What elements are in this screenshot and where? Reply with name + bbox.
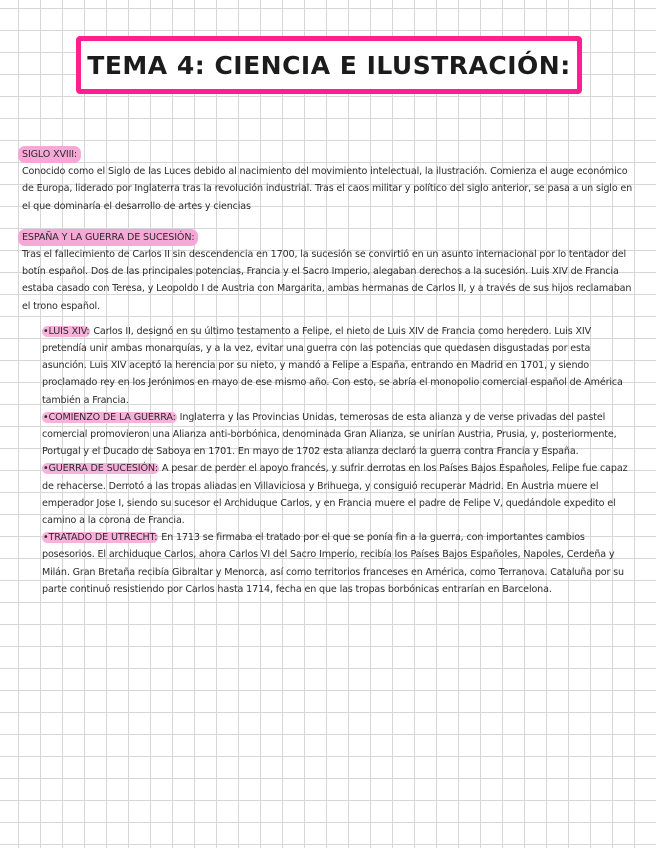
item-label: •LUIS XIV:	[43, 325, 90, 337]
paragraph: Conocido como el Siglo de las Luces debido al nacimiento del movimiento intelectual, la ilustración. Comienza el auge económico de Europa, liderado por Inglaterra tras la revolución industrial. Tras el caos militar y político del siglo anterior, se pasa a un siglo en el que dominaría el desarrollo de artes y ciencias	[22, 166, 633, 212]
section-heading: ESPAÑA Y LA GUERRA DE SUCESIÓN:	[18, 229, 198, 246]
paragraph: Tras el fallecimiento de Carlos II sin descendencia en 1700, la sucesión se convirtió en un asunto internacional por lo tentador del botín español. Dos de las principales potencias, Francia y el Sacro Imperio, alegaban derechos a la sucesión. Luis XIV de Francia estaba casado con Teresa, y Leopoldo I de Austria con Margarita, ambas hermanas de Carlos II, y a través de sus hijos reclamaban el trono español.	[22, 249, 632, 312]
page-title: TEMA 4: CIENCIA E ILUSTRACIÓN:	[87, 50, 571, 80]
item-text: Carlos II, designó en su último testamento a Felipe, el nieto de Luis XIV de Francia como heredero. Luis XIV pretendía unir ambas monarquías, y a la vez, evitar una guerra con las potencias que quedasen disgustadas por esta asunción. Luis XIV aceptó la herencia por su nieto, y mandó a Felipe a España, entrando en Madrid en 1701, y siendo proclamado rey en los Jerónimos en mayo de ese mismo año. Con esto, se abría el monopolio comercial español de América también a Francia.	[42, 325, 623, 406]
section-guerra-sucesion	[22, 229, 634, 598]
document-body	[22, 146, 634, 598]
section-heading: SIGLO XVIII:	[18, 146, 81, 163]
list-item	[22, 323, 634, 409]
list-item	[22, 460, 634, 529]
item-label: •GUERRA DE SUCESIÓN:	[43, 463, 158, 475]
item-text: Inglaterra y las Provincias Unidas, temerosas de esta alianza y de verse privadas del pastel comercial promovieron una Alianza anti-borbónica, denominada Gran Alianza, se unirían Austria, Prusia, y, posteriormente, Portugal y el Ducado de Saboya en 1701. En mayo de 1702 esta alianza declaró la guerra contra Francia y España.	[42, 411, 617, 458]
item-text: En 1713 se firmaba el tratado por el que se ponía fin a la guerra, con importantes cambios posesorios. El archiduque Carlos, ahora Carlos VI del Sacro Imperio, recibía los Países Bajos Españoles, Napoles, Cerdeña y Milán. Gran Bretaña recibía Gibraltar y Menorca, así como territorios franceses en América, como Terranova. Cataluña por su parte continuó resistiendo por Carlos hasta 1714, fecha en que las tropas borbónicas entrarían en Barcelona.	[42, 532, 624, 595]
item-label: •TRATADO DE UTRECHT:	[43, 532, 158, 544]
section-siglo-xviii	[22, 146, 634, 215]
list-item	[22, 409, 634, 461]
title-box	[76, 36, 582, 94]
item-label: •COMIENZO DE LA GUERRA:	[43, 411, 176, 423]
item-text: A pesar de perder el apoyo francés, y sufrir derrotas en los Países Bajos Españoles, Felipe fue capaz de rehacerse. Derrotó a las tropas aliadas en Villaviciosa y Brihuega, y consiguió recuperar Madrid. En Austria muere el emperador Jose I, siendo su sucesor el Archiduque Carlos, y en Francia muere el padre de Felipe V, quedándole expedito el camino a la corona de Francia.	[42, 463, 628, 527]
list-item	[22, 529, 634, 598]
